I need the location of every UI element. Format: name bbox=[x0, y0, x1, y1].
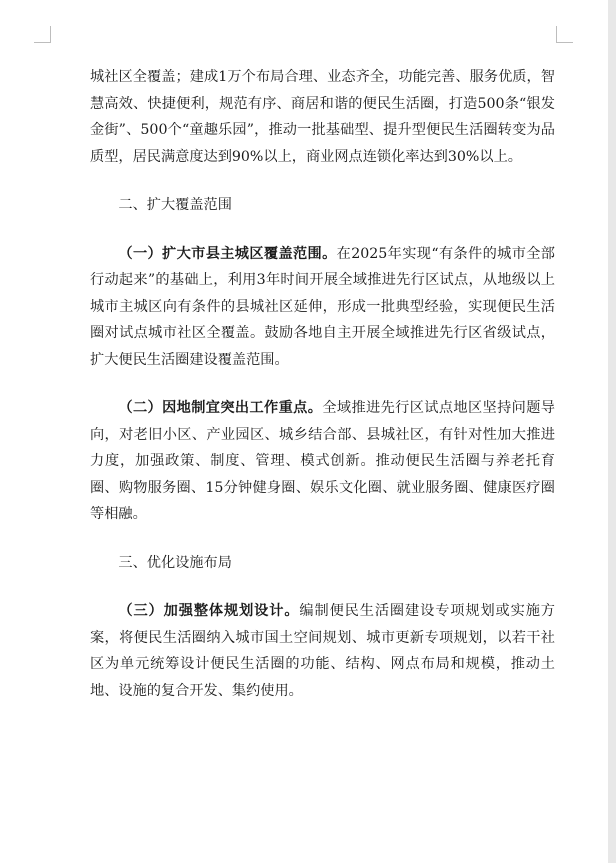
item-3-lead: （三）加强整体规划设计。 bbox=[118, 603, 300, 619]
paragraph-goals-continued: 城社区全覆盖；建成1万个布局合理、业态齐全，功能完善、服务优质，智慧高效、快捷便利，规范有序、商居和谐的便民生活圈，打造500条“银发金街”、500个“童趣乐园”，推动一批基础型、提升型便民生活圈转变为品质型，居民满意度达到90%以上，商业网点连锁化率达到30%以上。 bbox=[90, 69, 555, 165]
paragraph-item-2 bbox=[90, 395, 555, 528]
section-heading-optimize-layout: 三、优化设施布局 bbox=[118, 554, 232, 571]
page-corner-mark-top-right bbox=[556, 26, 573, 43]
item-3-body: 编制便民生活圈建设专项规划或实施方案，将便民生活圈纳入城市国土空间规划、城市更新专项规划，以若干社区为单元统筹设计便民生活圈的功能、结构、网点布局和规模，推动土地、设施的复合开发、集约使用。 bbox=[90, 603, 555, 699]
section-heading-expand-coverage: 二、扩大覆盖范围 bbox=[118, 197, 232, 213]
scrollbar[interactable] bbox=[608, 0, 616, 863]
item-2-body: 全域推进先行区试点地区坚持问题导向，对老旧小区、产业园区、城乡结合部、县城社区，有针对性加大推进力度，加强政策、制度、管理、模式创新。推动便民生活圈与养老托育圈、购物服务圈、15分钟健身圈、娱乐文化圈、就业服务圈、健康医疗圈等相融。 bbox=[90, 400, 555, 522]
paragraph-item-1 bbox=[90, 241, 555, 374]
item-1-body: 在2025年实现“有条件的城市全部行动起来”的基础上，利用3年时间开展全域推进先行区试点，从地级以上城市主城区向有条件的县城社区延伸，形成一批典型经验，实现便民生活圈对试点城市社区全覆盖。鼓励各地自主开展全域推进先行区省级试点，扩大便民生活圈建设覆盖范围。 bbox=[90, 245, 555, 368]
page-corner-mark-top-left bbox=[34, 26, 51, 43]
item-2-lead: （二）因地制宜突出工作重点。 bbox=[118, 400, 323, 416]
document-body bbox=[90, 64, 555, 704]
paragraph-item-3 bbox=[90, 598, 555, 704]
item-1-lead: （一）扩大市县主城区覆盖范围。 bbox=[118, 245, 337, 262]
